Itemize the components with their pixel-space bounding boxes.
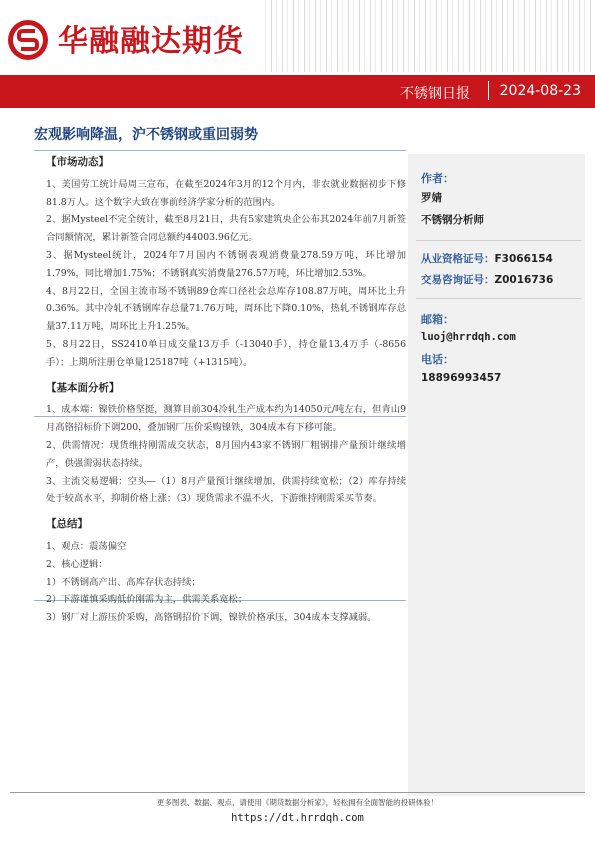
consult-number: Z0016736 <box>494 274 554 286</box>
footer-divider <box>10 792 585 793</box>
main-content <box>34 154 406 627</box>
header-decoration <box>265 0 595 72</box>
author-name: 罗婧 <box>421 192 442 204</box>
email-link[interactable]: luoj@hrrdqh.com <box>421 331 516 343</box>
list-item: 2、核心逻辑： <box>46 558 108 570</box>
list-item: 2）下游谨慎采购低价刚需为主，供需关系宽松； <box>46 594 248 606</box>
divider <box>416 298 581 299</box>
consult-label: 交易咨询证号： <box>421 274 495 286</box>
report-divider <box>488 81 489 100</box>
consult-row <box>421 272 553 287</box>
report-date: 2024-08-23 <box>499 83 581 99</box>
huarong-logo-icon <box>6 18 50 62</box>
footer-promo-text: 更多图表、数据、观点、请使用《期货数据分析家》，轻松拥有全面智能的投研体验！ <box>156 798 439 807</box>
page-header <box>0 0 595 75</box>
report-type: 不锈钢日报 <box>400 86 470 102</box>
phone-number: 18896993457 <box>421 372 502 384</box>
page-title: 宏观影响降温，沪不锈钢或重回弱势 <box>34 127 258 143</box>
divider <box>416 240 581 241</box>
list-item: 1）不锈钢高产出、高库存状态持续； <box>46 576 201 588</box>
qualification-number: F3066154 <box>494 253 553 265</box>
list-item: 1、美国劳工统计局周三宣布，在截至2024年3月的12个月内，非农就业数据初步下修81.8万人。这个数字大致在事前经济学家分析的范围内。 <box>46 178 406 208</box>
phone-label: 电话： <box>421 353 454 366</box>
list-item: 1、成本端：镍铁价格坚挺，测算目前304冷轧生产成本约为14050元/吨左右，但青山9月高铬招标价下调200，叠加钢厂压价采购镍铁，304成本有下移可能。 <box>46 404 406 434</box>
list-item: 4、8月22日，全国主流市场不锈钢89仓库口径社会总库存108.87万吨，周环比上升0.36%。其中冷轧不锈钢库存总量71.76万吨，周环比下降0.10%，热轧不锈钢库存总量37.11万吨，周环比上升1.25%。 <box>46 285 406 333</box>
section-heading-summary: 【总结】 <box>46 518 88 531</box>
section-heading-market: 【市场动态】 <box>46 156 109 168</box>
brand-name: 华融融达期货 <box>58 24 244 59</box>
footer-link[interactable] <box>0 812 595 824</box>
list-item: 5、8月22日，SS2410单日成交量13万手（-13040手），持仓量13.4万手（-8656手）；上期所注册仓单量125187吨（+1315吨）。 <box>46 338 406 368</box>
author-label: 作者： <box>421 172 454 185</box>
qualification-label: 从业资格证号： <box>421 253 495 265</box>
list-item: 3、主流交易逻辑：空头—（1）8月产量预计继续增加，供需持续宽松；（2）库存持续处于较高水平，抑制价格上涨；（3）现货需求不温不火，下游维持刚需采买节奏。 <box>46 475 406 505</box>
author-title: 不锈钢分析师 <box>421 214 484 226</box>
list-item: 3）钢厂对上游压价采购，高铬钢招价下调，镍铁价格承压，304成本支撑减弱。 <box>46 612 377 624</box>
list-item: 3、据Mysteel统计，2024年7月国内不锈钢表观消费量278.59万吨，环比增加1.79%，同比增加1.75%；不锈钢真实消费量276.57万吨，环比增加2.53%。 <box>46 249 406 279</box>
footer-url[interactable]: https://dt.hrrdqh.com <box>231 812 364 824</box>
qualification-row <box>421 251 553 266</box>
list-item: 1、观点：震荡偏空 <box>46 540 127 552</box>
list-item: 2、供需情况：现货维持刚需成交状态，8月国内43家不锈钢厂粗钢排产量预计继续增产，供强需弱状态持续。 <box>46 439 406 469</box>
author-sidebar <box>408 154 585 796</box>
list-item: 2、据Mysteel不完全统计，截至8月21日，共有5家建筑央企公布其2024年前7月新签合同额情况，累计新签合同总额约44003.96亿元。 <box>46 214 406 244</box>
section-heading-fundamental: 【基本面分析】 <box>46 381 120 394</box>
email-label: 邮箱： <box>421 313 454 326</box>
divider <box>34 150 406 151</box>
